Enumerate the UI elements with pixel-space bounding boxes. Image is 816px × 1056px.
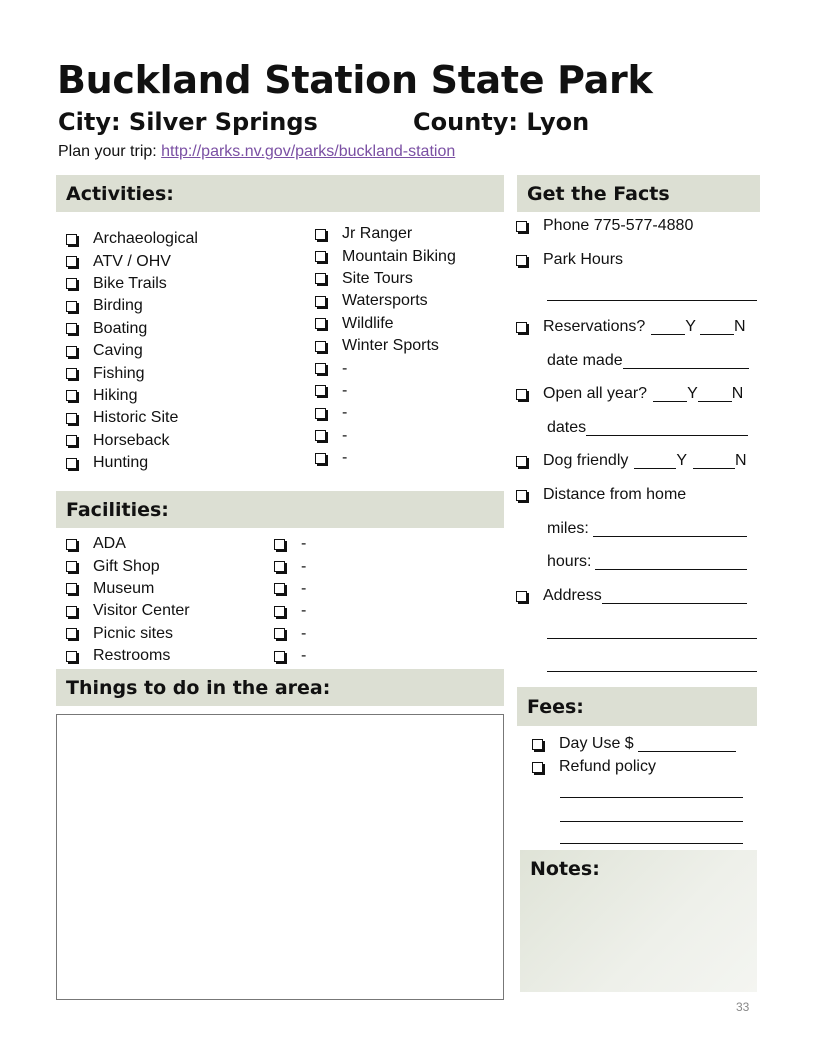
activity-item: [315, 268, 456, 290]
activity-label: -: [342, 359, 348, 377]
activity-checkbox[interactable]: [315, 363, 326, 374]
reservations-n: N: [733, 318, 746, 335]
activity-item: [315, 357, 456, 379]
facility-label: -: [301, 579, 307, 597]
dates-line[interactable]: [586, 421, 748, 436]
dog-n-line[interactable]: [693, 454, 735, 469]
day-use-line[interactable]: [638, 737, 736, 752]
facility-checkbox[interactable]: [66, 651, 77, 662]
miles-label: miles:: [547, 520, 589, 537]
activity-label: Wildlife: [342, 314, 394, 332]
activity-label: Watersports: [342, 292, 428, 310]
address-line-1[interactable]: [602, 589, 747, 604]
activity-item: [315, 380, 456, 402]
dog-n: N: [735, 452, 747, 469]
facility-checkbox[interactable]: [274, 561, 285, 572]
date-made-line[interactable]: [623, 354, 749, 369]
open-y: Y: [687, 385, 698, 402]
hours-label: hours:: [547, 553, 592, 570]
refund-label: Refund policy: [559, 758, 656, 775]
activity-label: Mountain Biking: [342, 247, 456, 265]
activity-item: [315, 335, 456, 357]
activity-item: [66, 362, 198, 384]
facility-checkbox[interactable]: [274, 606, 285, 617]
activity-label: Caving: [93, 342, 143, 360]
activity-label: Fishing: [93, 364, 145, 382]
activity-checkbox[interactable]: [315, 430, 326, 441]
activity-label: Hiking: [93, 386, 138, 404]
facility-label: -: [301, 557, 307, 575]
activity-item: [66, 340, 198, 362]
activity-item: [66, 407, 198, 429]
activity-checkbox[interactable]: [66, 435, 77, 446]
reservations-checkbox[interactable]: [516, 322, 527, 333]
dates-label: dates: [547, 419, 587, 436]
activity-item: [66, 452, 198, 474]
activity-label: Hunting: [93, 454, 149, 472]
reservations-n-line[interactable]: [700, 320, 734, 335]
facility-item: [274, 600, 306, 622]
address-line-3[interactable]: [547, 657, 757, 672]
activity-checkbox[interactable]: [315, 385, 326, 396]
fact-address: [516, 584, 747, 608]
activity-label: Birding: [93, 297, 143, 315]
facility-item: [274, 578, 306, 600]
activity-label: Horseback: [93, 431, 170, 449]
open-y-line[interactable]: [653, 387, 687, 402]
activity-item: [66, 295, 198, 317]
park-hours-label: Park Hours: [543, 251, 624, 268]
facility-checkbox[interactable]: [66, 583, 77, 594]
refund-line-2[interactable]: [560, 807, 743, 822]
activity-checkbox[interactable]: [66, 390, 77, 401]
activity-label: Site Tours: [342, 269, 413, 287]
facts-heading: Get the Facts: [517, 175, 760, 212]
park-link[interactable]: http://parks.nv.gov/parks/buckland-station: [161, 143, 456, 160]
fees-heading: Fees:: [517, 687, 757, 726]
refund-checkbox[interactable]: [532, 762, 543, 773]
activity-item: [66, 385, 198, 407]
refund-line-1[interactable]: [560, 783, 743, 798]
activity-label: -: [342, 449, 348, 467]
facility-item: [274, 645, 306, 667]
activity-item: [315, 223, 456, 245]
activity-label: Boating: [93, 319, 148, 337]
activity-label: -: [342, 404, 348, 422]
facility-item: [274, 533, 306, 555]
activity-label: ATV / OHV: [93, 252, 171, 270]
facility-checkbox[interactable]: [66, 539, 77, 550]
miles-line[interactable]: [593, 522, 747, 537]
park-hours-line[interactable]: [547, 286, 757, 301]
fee-day-use: [532, 732, 736, 756]
facility-label: Museum: [93, 579, 155, 597]
facility-checkbox[interactable]: [66, 606, 77, 617]
fact-park-hours: [516, 248, 623, 272]
activity-checkbox[interactable]: [66, 413, 77, 424]
facility-label: -: [301, 647, 307, 665]
activity-checkbox[interactable]: [66, 458, 77, 469]
activity-checkbox[interactable]: [66, 256, 77, 267]
facility-item: [66, 578, 190, 600]
fee-refund: [532, 755, 656, 779]
day-use-label: Day Use $: [559, 735, 634, 752]
facility-item: [66, 533, 190, 555]
dog-y-line[interactable]: [634, 454, 676, 469]
activity-label: Archaeological: [93, 230, 198, 248]
facility-label: Picnic sites: [93, 624, 174, 642]
fact-miles: [547, 517, 747, 541]
facility-label: Visitor Center: [93, 602, 190, 620]
dog-friendly-checkbox[interactable]: [516, 456, 527, 467]
phone-label: Phone 775-577-4880: [543, 217, 694, 234]
hours-line[interactable]: [595, 555, 747, 570]
day-use-checkbox[interactable]: [532, 739, 543, 750]
facilities-heading: Facilities:: [56, 491, 504, 528]
refund-line-3[interactable]: [560, 829, 743, 844]
facility-checkbox[interactable]: [274, 539, 285, 550]
fact-hours: [547, 550, 747, 574]
page-title: Buckland Station State Park: [57, 58, 653, 102]
fact-distance: [516, 483, 686, 507]
activity-item: [66, 430, 198, 452]
facility-checkbox[interactable]: [66, 628, 77, 639]
activity-label: Jr Ranger: [342, 225, 413, 243]
notes-heading: Notes:: [530, 858, 600, 880]
facility-label: -: [301, 602, 307, 620]
activity-checkbox[interactable]: [66, 301, 77, 312]
county-label: County: Lyon: [413, 108, 590, 136]
plan-trip: [58, 143, 455, 161]
facility-label: ADA: [93, 535, 126, 553]
activity-checkbox[interactable]: [315, 251, 326, 262]
facility-label: -: [301, 624, 307, 642]
activity-item: [66, 318, 198, 340]
open-all-year-checkbox[interactable]: [516, 389, 527, 400]
facility-label: Restrooms: [93, 647, 171, 665]
activity-checkbox[interactable]: [315, 273, 326, 284]
reservations-y-line[interactable]: [651, 320, 685, 335]
activity-label: Winter Sports: [342, 337, 439, 355]
activity-checkbox[interactable]: [66, 234, 77, 245]
address-line-2[interactable]: [547, 624, 757, 639]
facilities-list-left: [66, 533, 190, 667]
facility-checkbox[interactable]: [274, 628, 285, 639]
dog-y: Y: [676, 452, 688, 469]
reservations-label: Reservations?: [543, 318, 646, 335]
open-all-year-label: Open all year?: [543, 385, 648, 402]
fact-phone: [516, 214, 693, 238]
activity-label: -: [342, 381, 348, 399]
activities-heading: Activities:: [56, 175, 504, 212]
activity-label: Historic Site: [93, 409, 179, 427]
activity-checkbox[interactable]: [66, 368, 77, 379]
distance-label: Distance from home: [543, 486, 687, 503]
activity-item: [66, 228, 198, 250]
activity-item: [315, 290, 456, 312]
activity-checkbox[interactable]: [66, 323, 77, 334]
fact-dog-friendly: [516, 449, 747, 473]
address-checkbox[interactable]: [516, 591, 527, 602]
page-number: 33: [736, 1000, 750, 1014]
facility-item: [274, 623, 306, 645]
activity-checkbox[interactable]: [66, 346, 77, 357]
facility-checkbox[interactable]: [66, 561, 77, 572]
facility-label: -: [301, 535, 307, 553]
distance-checkbox[interactable]: [516, 490, 527, 501]
activity-checkbox[interactable]: [315, 296, 326, 307]
fact-dates: [547, 416, 748, 440]
facilities-list-right: [274, 533, 306, 667]
activity-item: [315, 447, 456, 469]
fact-open-all-year: [516, 382, 743, 406]
things-writing-box[interactable]: [56, 714, 504, 1000]
fact-reservations: [516, 315, 746, 339]
activity-checkbox[interactable]: [315, 408, 326, 419]
activity-label: -: [342, 426, 348, 444]
date-made-label: date made: [547, 352, 623, 369]
things-heading: Things to do in the area:: [56, 669, 504, 706]
activity-checkbox[interactable]: [315, 318, 326, 329]
plan-trip-label: Plan your trip:: [58, 143, 162, 160]
park-hours-checkbox[interactable]: [516, 255, 527, 266]
notes-box[interactable]: [520, 850, 757, 992]
activities-list-right: [315, 223, 456, 469]
activity-item: [66, 273, 198, 295]
facility-label: Gift Shop: [93, 557, 160, 575]
activity-label: Bike Trails: [93, 274, 167, 292]
facility-item: [274, 555, 306, 577]
activity-item: [315, 245, 456, 267]
facility-item: [66, 645, 190, 667]
facility-item: [66, 600, 190, 622]
activity-checkbox[interactable]: [315, 341, 326, 352]
open-n: N: [731, 385, 744, 402]
dog-friendly-label: Dog friendly: [543, 452, 629, 469]
phone-checkbox[interactable]: [516, 221, 527, 232]
city-label: City: Silver Springs: [58, 108, 318, 136]
reservations-y: Y: [685, 318, 696, 335]
activity-checkbox[interactable]: [315, 229, 326, 240]
activity-item: [315, 402, 456, 424]
activity-checkbox[interactable]: [66, 278, 77, 289]
facility-item: [66, 555, 190, 577]
facility-checkbox[interactable]: [274, 583, 285, 594]
activity-checkbox[interactable]: [315, 453, 326, 464]
address-label: Address: [543, 587, 602, 604]
activity-item: [66, 250, 198, 272]
activities-list-left: [66, 228, 198, 474]
open-n-line[interactable]: [698, 387, 732, 402]
activity-item: [315, 425, 456, 447]
facility-checkbox[interactable]: [274, 651, 285, 662]
activity-item: [315, 313, 456, 335]
facility-item: [66, 623, 190, 645]
fact-date-made: [547, 349, 749, 373]
